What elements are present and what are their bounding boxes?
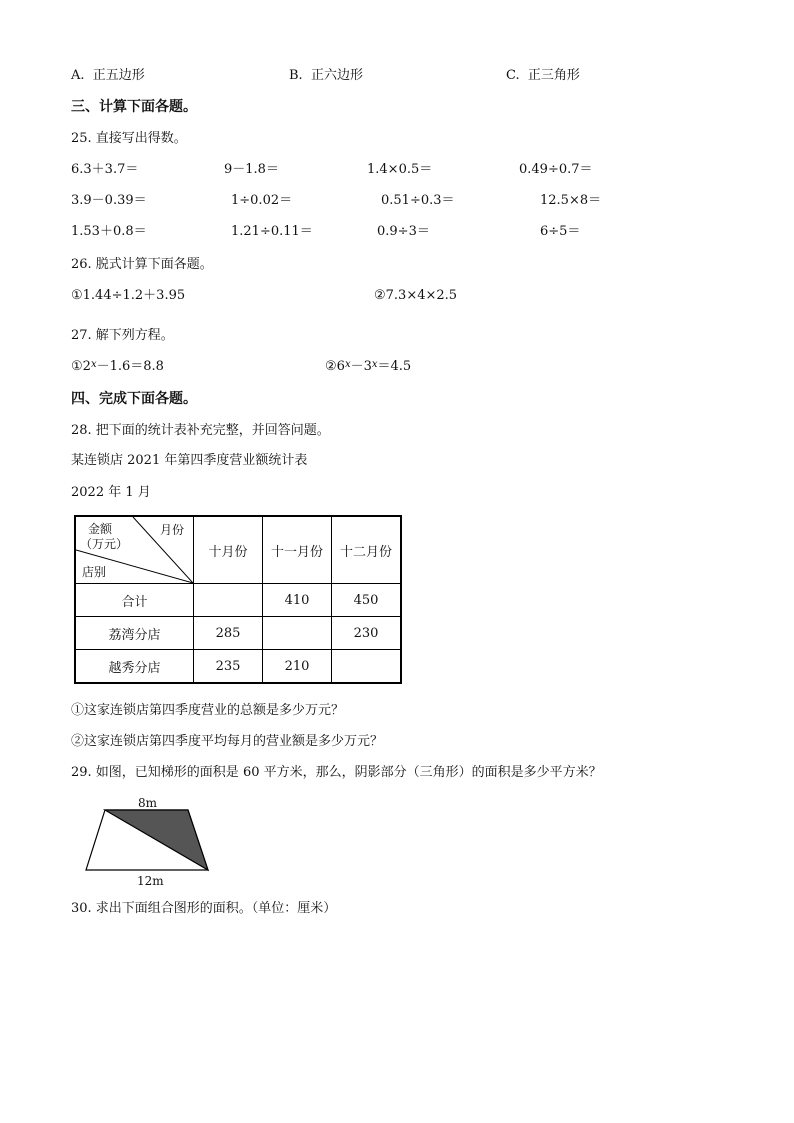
q25-item: 0.9÷3＝: [377, 224, 430, 239]
header-unit: （万元）: [80, 537, 129, 551]
row-label: 荔湾分店: [75, 617, 194, 650]
table-row: [75, 584, 401, 617]
q26-item-2: ②7.3×4×2.5: [374, 288, 458, 303]
q25-item: 1.53＋0.8＝: [71, 224, 147, 239]
table-row: [75, 650, 401, 684]
table-cell: 410: [263, 584, 332, 617]
table-cell: 230: [332, 617, 402, 650]
q27-equation-1: $①2^x-1.6=8.8$: [71, 359, 164, 374]
table-cell: [194, 584, 263, 617]
row-label: 合计: [75, 584, 194, 617]
row-label: 越秀分店: [75, 650, 194, 684]
q25-title: 25. 直接写出得数。: [71, 131, 187, 146]
section3-title: 三、计算下面各题。: [71, 99, 197, 115]
shaded-triangle: [105, 810, 208, 870]
column-header: 十月份: [194, 516, 263, 584]
header-amount: 金额: [88, 522, 113, 536]
q28-table-title: 某连锁店 2021 年第四季度营业额统计表: [71, 453, 308, 468]
q25-item: 0.49÷0.7＝: [519, 162, 593, 177]
trapezoid-top-label: 8m: [138, 796, 158, 810]
column-header: 十一月份: [263, 516, 332, 584]
header-store: 店别: [82, 565, 107, 579]
option-b: B. 正六边形: [289, 68, 363, 83]
table-row: [75, 617, 401, 650]
table-cell: [332, 650, 402, 684]
statistics-table: [74, 515, 402, 684]
q26-item-1: ①1.44÷1.2＋3.95: [71, 288, 186, 303]
table-cell: 285: [194, 617, 263, 650]
q25-item: 3.9－0.39＝: [71, 193, 147, 208]
q25-item: 0.51÷0.3＝: [381, 193, 455, 208]
q25-item: 1÷0.02＝: [231, 193, 293, 208]
table-cell: 235: [194, 650, 263, 684]
option-c: C. 正三角形: [506, 68, 580, 83]
q27-equation-2: $②6^x-3^x=4.5$: [325, 359, 412, 374]
q27-title: 27. 解下列方程。: [71, 328, 174, 343]
table-header-diagonal: [75, 516, 194, 584]
q25-item: 1.4×0.5＝: [367, 162, 433, 177]
table-cell: 450: [332, 584, 402, 617]
q30-title: 30. 求出下面组合图形的面积。（单位：厘米）: [71, 901, 337, 916]
trapezoid-bottom-label: 12m: [137, 874, 164, 888]
q25-item: 6÷5＝: [540, 224, 581, 239]
column-header: 十二月份: [332, 516, 402, 584]
q25-item: 12.5×8＝: [540, 193, 602, 208]
table-cell: [263, 617, 332, 650]
q28-question-1: ①这家连锁店第四季度营业的总额是多少万元？: [71, 703, 345, 718]
header-month: 月份: [160, 523, 185, 537]
q28-table-date: 2022 年 1 月: [71, 485, 151, 500]
q25-item: 9－1.8＝: [224, 162, 279, 177]
q28-question-2: ②这家连锁店第四季度平均每月的营业额是多少万元？: [71, 734, 384, 749]
section4-title: 四、完成下面各题。: [71, 391, 197, 407]
q25-item: 1.21÷0.11＝: [231, 224, 313, 239]
q29-title: 29. 如图，已知梯形的面积是 60 平方米，那么，阴影部分（三角形）的面积是多少平方米？: [71, 765, 602, 780]
option-a: A. 正五边形: [71, 68, 145, 83]
q26-title: 26. 脱式计算下面各题。: [71, 257, 213, 272]
q28-title: 28. 把下面的统计表补充完整，并回答问题。: [71, 423, 330, 438]
table-cell: 210: [263, 650, 332, 684]
q25-item: 6.3＋3.7＝: [71, 162, 139, 177]
